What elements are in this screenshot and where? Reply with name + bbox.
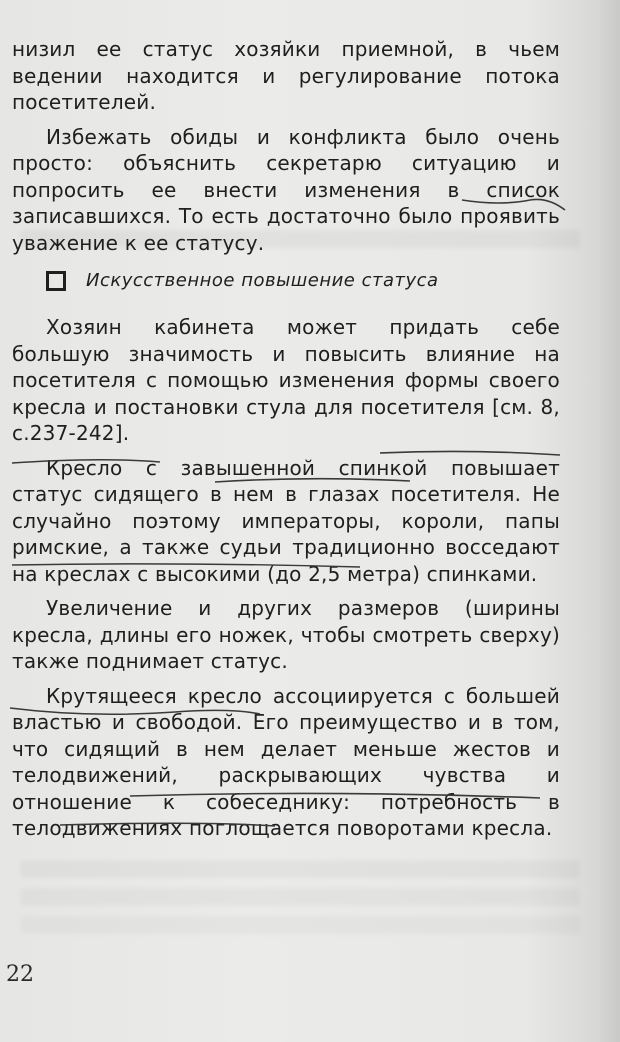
- page-number: 22: [6, 962, 34, 987]
- paragraph: Крутящееся кресло ассоциируется с большей властью и свободой. Его преимущество и в том, что сидящий в нем делает меньше жестов и телодвижений, раскрывающих чувства и отношение к собеседнику: потребность в телодвижениях поглощается поворотами кресла.: [12, 683, 560, 840]
- paragraph: Увеличение и других размеров (ширины кресла, длины его ножек, чтобы смотреть сверху) также поднимает статус.: [12, 596, 560, 673]
- section-body: [12, 314, 560, 842]
- top-text: [12, 36, 560, 256]
- paragraph: Кресло с завышенной спинкой повышает статус сидящего в нем в глазах посетителя. Не случайно поэтому императоры, короли, папы римские, а также судьи традиционно восседают на креслах с высокими (до 2,5 метра) спинками.: [12, 455, 560, 586]
- section-heading-text: Искусственное повышение статуса: [86, 269, 439, 291]
- bleed-through-mark: [20, 860, 580, 878]
- continuation-paragraph: низил ее статус хозяйки приемной, в чьем ведении находится и регулирование потока посетителей.: [12, 37, 560, 114]
- paragraph: Хозяин кабинета может придать себе большую значимость и повысить влияние на посетителя с помощью изменения формы своего кресла и постановки стула для посетителя [см. 8, с.237-242].: [12, 315, 560, 445]
- checkbox-square-icon: [46, 271, 66, 291]
- bleed-through-mark: [20, 888, 580, 906]
- bleed-through-mark: [20, 916, 580, 934]
- paragraph: Избежать обиды и конфликта было очень просто: объяснить секретарю ситуацию и попросить ее внести изменения в список записавшихся. То есть достаточно было проявить уважение к ее статусу.: [12, 124, 560, 255]
- section-heading: [46, 262, 566, 298]
